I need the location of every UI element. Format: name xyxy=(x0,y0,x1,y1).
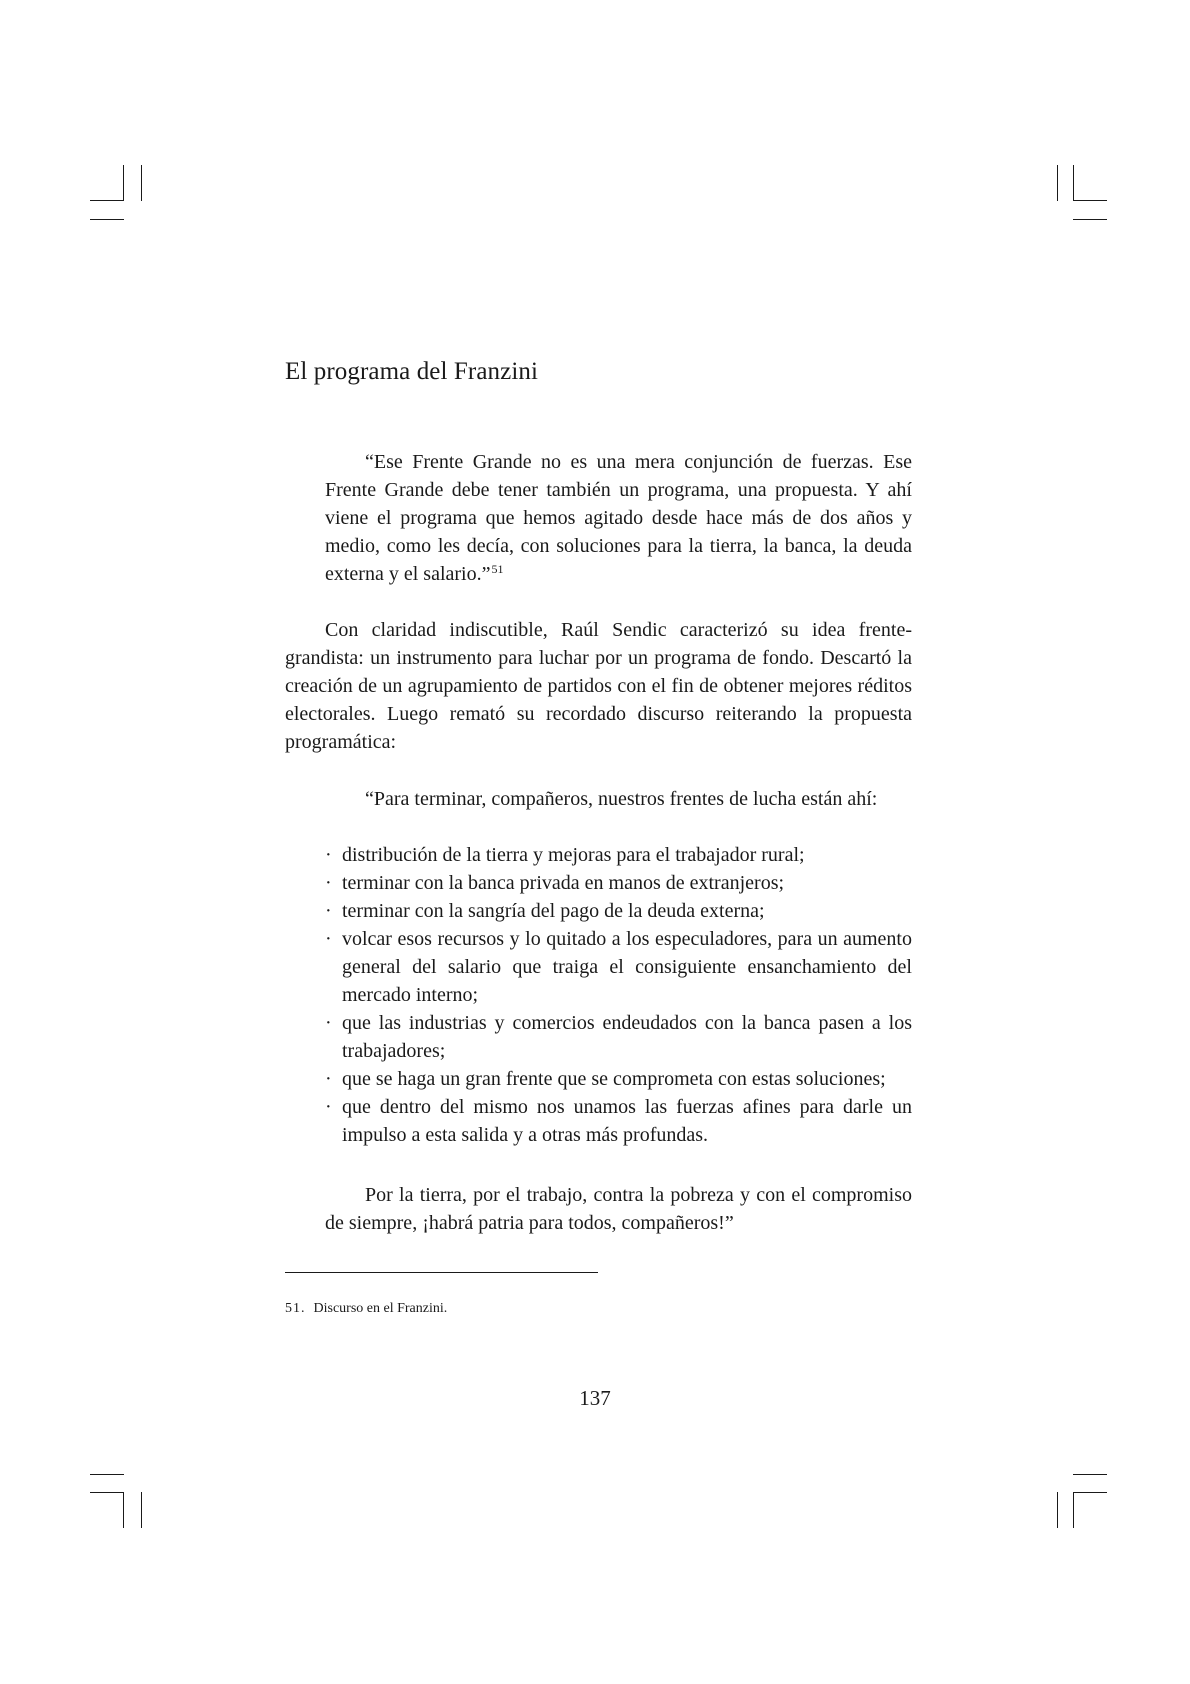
body-paragraph: Con claridad indiscutible, Raúl Sendic caracterizó su idea frentegrandista: un instrumento para luchar por un programa de fondo. Descartó la creación de un agrupamiento de partidos con el fin de obtener mejores réditos electorales. Luego remató su recordado discurso reiterando la propuesta programática: xyxy=(285,619,912,753)
list-item xyxy=(325,897,912,925)
list-item-text: volcar esos recursos y lo quitado a los especuladores, para un aumento general del salario que traiga el consiguiente ensanchamiento del mercado interno; xyxy=(342,928,912,1006)
bullet-icon: · xyxy=(325,872,332,894)
footnote-reference[interactable]: 51 xyxy=(491,562,504,576)
list-item-text: distribución de la tierra y mejoras para el trabajador rural; xyxy=(342,844,805,866)
list-item xyxy=(325,1009,912,1065)
crop-mark-bottom-left-vertical-outer xyxy=(141,1492,142,1528)
crop-mark-top-left-horizontal xyxy=(90,200,124,201)
bullet-icon: · xyxy=(325,1096,332,1118)
list-item xyxy=(325,925,912,1009)
footnote-text: Discurso en el Franzini. xyxy=(313,1301,448,1316)
quote-intro: “Para terminar, compañeros, nuestros frentes de lucha están ahí: xyxy=(365,788,878,810)
list-item xyxy=(325,869,912,897)
quote-paragraph xyxy=(325,448,912,588)
page-number: 137 xyxy=(579,1386,611,1410)
quote-closing: Por la tierra, por el trabajo, contra la pobreza y con el compromiso de siempre, ¡habrá patria para todos, compañeros!” xyxy=(325,1184,912,1234)
bullet-icon: · xyxy=(325,1068,332,1090)
crop-mark-bottom-left-vertical-inner xyxy=(123,1492,124,1528)
crop-mark-bottom-right-vertical-inner xyxy=(1073,1492,1074,1528)
crop-mark-bottom-right-horizontal-upper xyxy=(1073,1474,1107,1475)
list-item-text: que las industrias y comercios endeudados con la banca pasen a los trabajadores; xyxy=(342,1012,912,1062)
crop-mark-top-left-vertical-outer xyxy=(141,165,142,201)
list-item-text: terminar con la sangría del pago de la deuda externa; xyxy=(342,900,765,922)
crop-mark-top-left-horizontal-lower xyxy=(90,219,124,220)
crop-mark-top-right-horizontal-lower xyxy=(1073,219,1107,220)
list-item-text: que dentro del mismo nos unamos las fuerzas afines para darle un impulso a esta salida y a otras más profundas. xyxy=(342,1096,912,1146)
program-list xyxy=(325,841,912,1149)
footnote-number: 51. xyxy=(285,1301,306,1316)
bullet-icon: · xyxy=(325,900,332,922)
chapter-heading: El programa del Franzini xyxy=(285,358,539,385)
list-item xyxy=(325,1093,912,1149)
crop-mark-top-right-vertical-inner xyxy=(1073,165,1074,201)
bullet-icon: · xyxy=(325,844,332,866)
list-item xyxy=(325,841,912,869)
list-item-text: que se haga un gran frente que se comprometa con estas soluciones; xyxy=(342,1068,886,1090)
crop-mark-bottom-left-horizontal-upper xyxy=(90,1474,124,1475)
footnote-divider xyxy=(285,1272,598,1273)
crop-mark-top-right-vertical-outer xyxy=(1057,165,1058,201)
bullet-icon: · xyxy=(325,1012,332,1034)
crop-mark-top-left-vertical-inner xyxy=(123,165,124,201)
quote-text: “Ese Frente Grande no es una mera conjunción de fuerzas. Ese Frente Grande debe tener también un programa, una propuesta. Y ahí viene el programa que hemos agitado desde hace más de dos años y medio, como les decía, con soluciones para la tierra, la banca, la deuda externa y el salario.” xyxy=(325,451,912,585)
bullet-icon: · xyxy=(325,928,332,950)
crop-mark-bottom-right-horizontal xyxy=(1073,1492,1107,1493)
list-item-text: terminar con la banca privada en manos de extranjeros; xyxy=(342,872,785,894)
crop-mark-bottom-left-horizontal xyxy=(90,1492,124,1493)
list-item xyxy=(325,1065,912,1093)
footnote xyxy=(285,1300,447,1318)
crop-mark-bottom-right-vertical-outer xyxy=(1057,1492,1058,1528)
crop-mark-top-right-horizontal xyxy=(1073,200,1107,201)
